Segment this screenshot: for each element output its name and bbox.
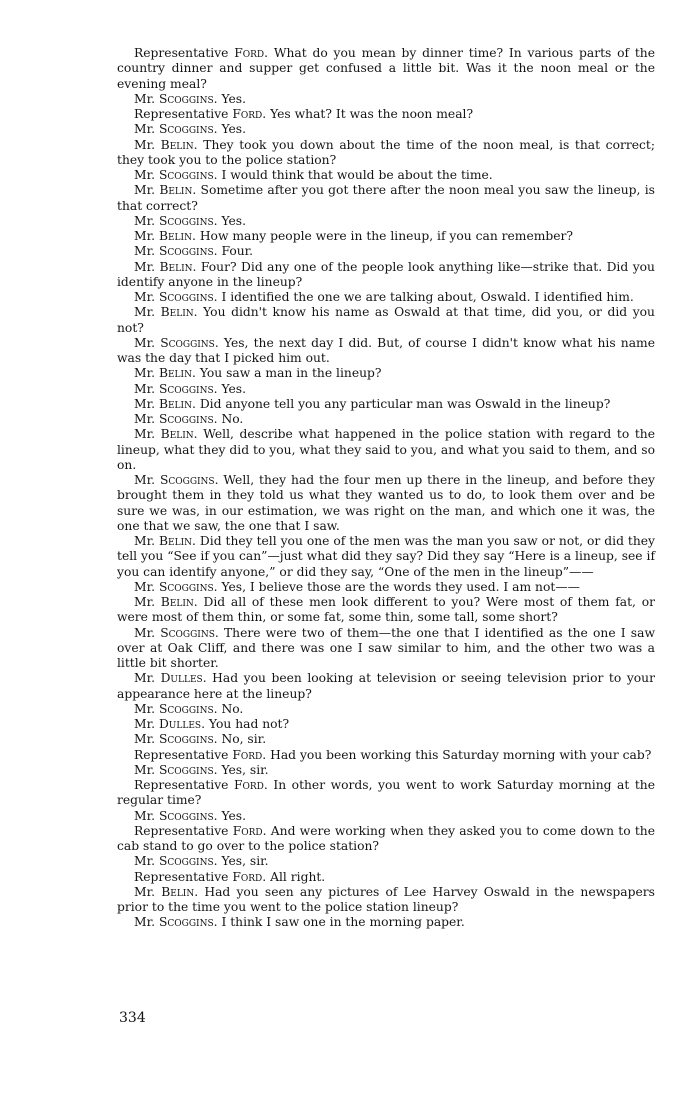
- speaker-title: Mr.: [134, 412, 156, 426]
- testimony-paragraph: [117, 229, 655, 244]
- speaker-name: Ford.: [232, 869, 267, 884]
- speaker-name: Scoggins.: [158, 732, 218, 747]
- statement-text: Yes, the next day I did. But, of course I didn't know what his name was the day that I picked him out.: [117, 335, 655, 365]
- testimony-paragraph: [117, 138, 655, 169]
- speaker-title: Mr.: [134, 732, 156, 747]
- speaker-name: Belin.: [160, 305, 198, 320]
- speaker-name: Ford.: [234, 46, 269, 60]
- statement-text: No.: [221, 412, 244, 426]
- speaker-name: Scoggins.: [158, 412, 218, 426]
- testimony-paragraph: [117, 748, 655, 763]
- statement-text: Four.: [221, 244, 254, 259]
- speaker-title: Mr.: [134, 595, 156, 609]
- speaker-name: Belin.: [158, 229, 196, 243]
- statement-text: How many people were in the lineup, if you can remember?: [199, 229, 574, 243]
- testimony-paragraph: [117, 671, 655, 702]
- speaker-title: Mr.: [134, 137, 156, 152]
- statement-text: You didn't know his name as Oswald at that time, did you, or did you not?: [117, 305, 655, 335]
- statement-text: You saw a man in the lineup?: [199, 366, 382, 381]
- statement-text: No, sir.: [221, 732, 267, 747]
- speaker-title: Mr.: [134, 366, 156, 381]
- speaker-title: Mr.: [134, 671, 156, 686]
- statement-text: You had not?: [208, 717, 290, 731]
- statement-text: Had you seen any pictures of Lee Harvey Oswald in the newspapers prior to the time you went to the police station lineup?: [117, 884, 655, 914]
- statement-text: I think I saw one in the morning paper.: [221, 915, 465, 930]
- statement-text: Well, they had the four men up there in the lineup, and before they brought them in they told us what they wanted us to do, to look them over and be sure we was, in our estimation, we was right on the man, and which one it was, the one that we saw, the one that I saw.: [117, 473, 655, 533]
- statement-text: Yes, I believe those are the words they used. I am not——: [221, 579, 580, 594]
- statement-text: Yes, sir.: [221, 854, 269, 869]
- testimony-paragraph: [117, 702, 655, 717]
- speaker-name: Scoggins.: [158, 854, 218, 869]
- statement-text: Well, describe what happened in the police station with regard to the lineup, what they did to you, what they said to you, and what you said to them, and so on.: [117, 427, 655, 472]
- speaker-name: Scoggins.: [159, 473, 219, 487]
- speaker-name: Belin.: [161, 884, 199, 899]
- speaker-name: Ford.: [232, 823, 267, 838]
- speaker-name: Belin.: [158, 366, 196, 381]
- testimony-paragraph: [117, 107, 655, 122]
- speaker-title: Mr.: [134, 229, 156, 243]
- statement-text: Had you been working this Saturday morning with your cab?: [270, 747, 652, 762]
- statement-text: Four? Did any one of the people look anything like—strike that. Did you identify anyone in the lineup?: [117, 259, 655, 289]
- statement-text: Sometime after you got there after the noon meal you saw the lineup, is that correct?: [117, 183, 655, 213]
- speaker-name: Scoggins.: [158, 381, 218, 396]
- statement-text: Yes.: [221, 381, 246, 396]
- speaker-name: Scoggins.: [160, 625, 219, 640]
- testimony-paragraph: [117, 763, 655, 778]
- testimony-paragraph: [117, 595, 655, 626]
- speaker-title: Mr.: [134, 290, 156, 304]
- speaker-name: Scoggins.: [158, 213, 218, 228]
- testimony-paragraph: [117, 732, 655, 747]
- speaker-name: Belin.: [160, 137, 198, 152]
- testimony-paragraph: [117, 534, 655, 580]
- speaker-title: Mr.: [134, 183, 156, 198]
- testimony-paragraph: [117, 915, 655, 930]
- speaker-title: Mr.: [134, 91, 156, 106]
- speaker-name: Scoggins.: [158, 915, 218, 930]
- speaker-name: Belin.: [160, 595, 198, 609]
- testimony-paragraph: [117, 305, 655, 336]
- testimony-paragraph: [117, 854, 655, 869]
- speaker-title: Mr.: [134, 213, 156, 228]
- testimony-paragraph: [117, 580, 655, 595]
- speaker-title: Representative: [134, 46, 229, 60]
- speaker-title: Representative: [134, 778, 229, 792]
- testimony-paragraph: [117, 122, 655, 137]
- testimony-paragraph: [117, 870, 655, 885]
- statement-text: Yes.: [221, 122, 246, 137]
- speaker-title: Mr.: [134, 122, 156, 137]
- statement-text: In other words, you went to work Saturday morning at the regular time?: [117, 778, 655, 808]
- statement-text: Yes.: [221, 91, 246, 106]
- statement-text: No.: [221, 701, 244, 716]
- testimony-paragraph: [117, 809, 655, 824]
- speaker-name: Scoggins.: [158, 168, 218, 182]
- speaker-title: Mr.: [134, 305, 156, 320]
- speaker-title: Mr.: [134, 915, 156, 930]
- speaker-name: Scoggins.: [158, 290, 218, 304]
- speaker-title: Mr.: [134, 381, 156, 396]
- statement-text: Yes.: [221, 808, 246, 823]
- speaker-title: Representative: [134, 747, 229, 762]
- speaker-title: Mr.: [134, 244, 156, 259]
- speaker-name: Ford.: [232, 747, 267, 762]
- statement-text: What do you mean by dinner time? In various parts of the country dinner and supper get confused a little bit. Was it the noon meal or the evening meal?: [117, 46, 655, 91]
- speaker-name: Dulles.: [158, 717, 205, 731]
- testimony-paragraph: [117, 46, 655, 92]
- speaker-name: Belin.: [158, 396, 196, 411]
- statement-text: Had you been looking at television or seeing television prior to your appearance here at the lineup?: [117, 671, 655, 701]
- speaker-name: Scoggins.: [158, 808, 218, 823]
- testimony-paragraph: [117, 244, 655, 259]
- speaker-title: Mr.: [134, 579, 156, 594]
- speaker-name: Ford.: [232, 107, 267, 121]
- speaker-name: Scoggins.: [158, 701, 218, 716]
- speaker-name: Scoggins.: [158, 91, 218, 106]
- testimony-paragraph: [117, 168, 655, 183]
- testimony-paragraph: [117, 778, 655, 809]
- speaker-title: Mr.: [134, 335, 156, 350]
- statement-text: And were working when they asked you to come down to the cab stand to go over to the police station?: [117, 823, 655, 853]
- speaker-title: Mr.: [134, 717, 156, 731]
- testimony-paragraph: [117, 412, 655, 427]
- testimony-paragraph: [117, 183, 655, 214]
- speaker-title: Mr.: [134, 473, 156, 487]
- statement-text: Did they tell you one of the men was the man you saw or not, or did they tell you “See if you can”—just what did they say? Did they say “Here is a lineup, see if you can identify anyone,” or did they say, “One of the men in the lineup”——: [117, 534, 655, 579]
- page-number: 334: [119, 1010, 146, 1026]
- testimony-paragraph: [117, 717, 655, 732]
- speaker-title: Mr.: [134, 808, 156, 823]
- speaker-name: Dulles.: [160, 671, 207, 686]
- testimony-paragraph: [117, 336, 655, 367]
- statement-text: I would think that would be about the time.: [221, 168, 493, 182]
- testimony-paragraph: [117, 382, 655, 397]
- statement-text: Yes, sir.: [221, 762, 269, 777]
- speaker-title: Mr.: [134, 854, 156, 869]
- testimony-paragraph: [117, 427, 655, 473]
- speaker-title: Mr.: [134, 427, 156, 442]
- speaker-title: Mr.: [134, 168, 156, 182]
- transcript-body: [117, 46, 655, 931]
- speaker-name: Scoggins.: [158, 579, 218, 594]
- speaker-name: Belin.: [159, 259, 197, 274]
- speaker-title: Mr.: [134, 701, 156, 716]
- speaker-name: Belin.: [159, 534, 196, 548]
- statement-text: They took you down about the time of the noon meal, is that correct; they took you to the police station?: [117, 137, 655, 167]
- statement-text: Yes.: [221, 213, 246, 228]
- speaker-title: Mr.: [134, 259, 156, 274]
- testimony-paragraph: [117, 397, 655, 412]
- statement-text: All right.: [270, 869, 326, 884]
- statement-text: Yes what? It was the noon meal?: [270, 107, 474, 121]
- testimony-paragraph: [117, 824, 655, 855]
- speaker-name: Ford.: [234, 778, 268, 792]
- speaker-name: Scoggins.: [160, 335, 219, 350]
- statement-text: Did all of these men look different to you? Were most of them fat, or were most of them thin, or some fat, some thin, some tall, some short?: [117, 595, 655, 625]
- testimony-paragraph: [117, 473, 655, 534]
- speaker-name: Scoggins.: [158, 244, 218, 259]
- speaker-title: Representative: [134, 107, 229, 121]
- speaker-name: Scoggins.: [158, 762, 218, 777]
- speaker-name: Belin.: [159, 183, 197, 198]
- speaker-title: Mr.: [134, 534, 156, 548]
- speaker-name: Scoggins.: [158, 122, 218, 137]
- testimony-paragraph: [117, 626, 655, 672]
- testimony-paragraph: [117, 885, 655, 916]
- speaker-title: Representative: [134, 869, 229, 884]
- testimony-paragraph: [117, 366, 655, 381]
- testimony-paragraph: [117, 260, 655, 291]
- speaker-title: Representative: [134, 823, 229, 838]
- statement-text: There were two of them—the one that I identified as the one I saw over at Oak Cliff, and there was one I saw similar to him, and the other two was a little bit shorter.: [117, 625, 655, 670]
- speaker-title: Mr.: [134, 396, 156, 411]
- testimony-paragraph: [117, 92, 655, 107]
- speaker-title: Mr.: [134, 884, 156, 899]
- testimony-paragraph: [117, 290, 655, 305]
- speaker-title: Mr.: [134, 625, 156, 640]
- testimony-paragraph: [117, 214, 655, 229]
- speaker-name: Belin.: [160, 427, 198, 442]
- statement-text: Did anyone tell you any particular man was Oswald in the lineup?: [199, 396, 611, 411]
- speaker-title: Mr.: [134, 762, 156, 777]
- statement-text: I identified the one we are talking about, Oswald. I identified him.: [221, 290, 634, 304]
